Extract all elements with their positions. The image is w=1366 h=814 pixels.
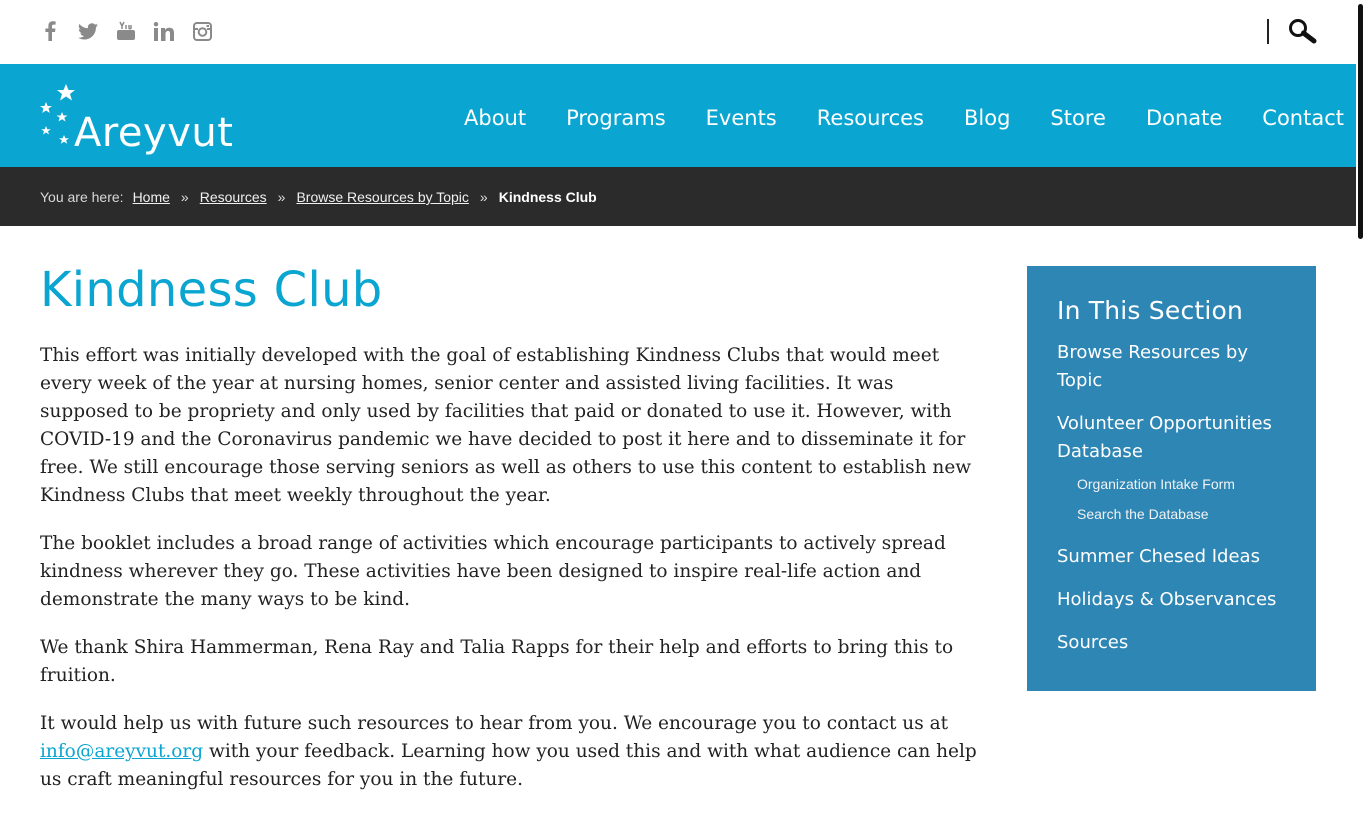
nav-store[interactable]: Store [1050, 106, 1106, 130]
instagram-icon[interactable] [192, 20, 212, 42]
nav-contact[interactable]: Contact [1262, 106, 1344, 130]
sidebar-heading: In This Section [1057, 296, 1244, 325]
sidebar-item-sources[interactable]: Sources [1057, 632, 1129, 653]
breadcrumb-separator: » [180, 189, 189, 205]
social-links [40, 20, 212, 42]
contact-text-before: It would help us with future such resources to hear from you. We encourage you to contact us at [40, 713, 949, 734]
breadcrumb [40, 189, 597, 205]
youtube-icon[interactable] [116, 20, 136, 42]
sidebar-subitems [1057, 469, 1286, 529]
nav-about[interactable]: About [464, 106, 527, 130]
content-paragraph-contact [40, 710, 985, 794]
contact-text-after: with your feedback. Learning how you used this and with what audience can help us craft meaningful resources for you in the future. [40, 741, 977, 790]
sidebar-item-summer-chesed[interactable]: Summer Chesed Ideas [1057, 546, 1260, 567]
content-paragraph: We thank Shira Hammerman, Rena Ray and Talia Rapps for their help and efforts to bring this to fruition. [40, 637, 954, 686]
breadcrumb-current: Kindness Club [498, 189, 597, 205]
nav-resources[interactable]: Resources [816, 106, 924, 130]
sidebar-item-holidays[interactable]: Holidays & Observances [1057, 589, 1277, 610]
email-link[interactable]: info@areyvut.org [40, 741, 204, 762]
sidebar-subitem-intake-form[interactable]: Organization Intake Form [1077, 476, 1235, 492]
content-paragraph: The booklet includes a broad range of activities which encourage participants to actively spread kindness wherever they go. These activities have been designed to inspire real-life action and demonstrate the many ways to be kind. [40, 533, 946, 610]
main-nav [444, 104, 1364, 132]
logo-text: Areyvut [74, 110, 234, 156]
search-icon[interactable] [1287, 18, 1317, 46]
nav-events[interactable]: Events [705, 106, 777, 130]
scrollbar-thumb[interactable] [1358, 4, 1363, 239]
search-divider [1267, 19, 1269, 44]
breadcrumb-browse-by-topic[interactable]: Browse Resources by Topic [296, 189, 469, 205]
twitter-icon[interactable] [78, 20, 98, 42]
page-title: Kindness Club [40, 262, 383, 318]
site-logo[interactable] [40, 84, 234, 159]
section-sidebar [1027, 266, 1316, 691]
breadcrumb-separator: » [479, 189, 488, 205]
sidebar-item-browse-resources[interactable]: Browse Resources by Topic [1057, 342, 1248, 391]
site-header [0, 64, 1356, 167]
breadcrumb-label: You are here: [40, 189, 124, 205]
sidebar-subitem-search-database[interactable]: Search the Database [1077, 506, 1209, 522]
content-paragraph: This effort was initially developed with the goal of establishing Kindness Clubs that would meet every week of the year at nursing homes, senior center and assisted living facilities. It was supposed to be propriety and only used by facilities that paid or donated to use it. However, with COVID-19 and the Coronavirus pandemic we have decided to post it here and to disseminate it for free. We still encourage those serving seniors as well as others to use this content to establish new Kindness Clubs that meet weekly throughout the year. [40, 345, 972, 506]
facebook-icon[interactable] [40, 20, 60, 42]
page-content [40, 342, 985, 814]
breadcrumb-resources[interactable]: Resources [199, 189, 267, 205]
linkedin-icon[interactable] [154, 20, 174, 42]
breadcrumb-bar [0, 167, 1356, 226]
nav-donate[interactable]: Donate [1145, 106, 1223, 130]
top-bar [0, 0, 1356, 64]
sidebar-item-volunteer-database[interactable]: Volunteer Opportunities Database [1057, 413, 1272, 462]
nav-blog[interactable]: Blog [964, 106, 1011, 130]
nav-programs[interactable]: Programs [566, 106, 666, 130]
breadcrumb-separator: » [277, 189, 286, 205]
breadcrumb-home[interactable]: Home [132, 189, 170, 205]
